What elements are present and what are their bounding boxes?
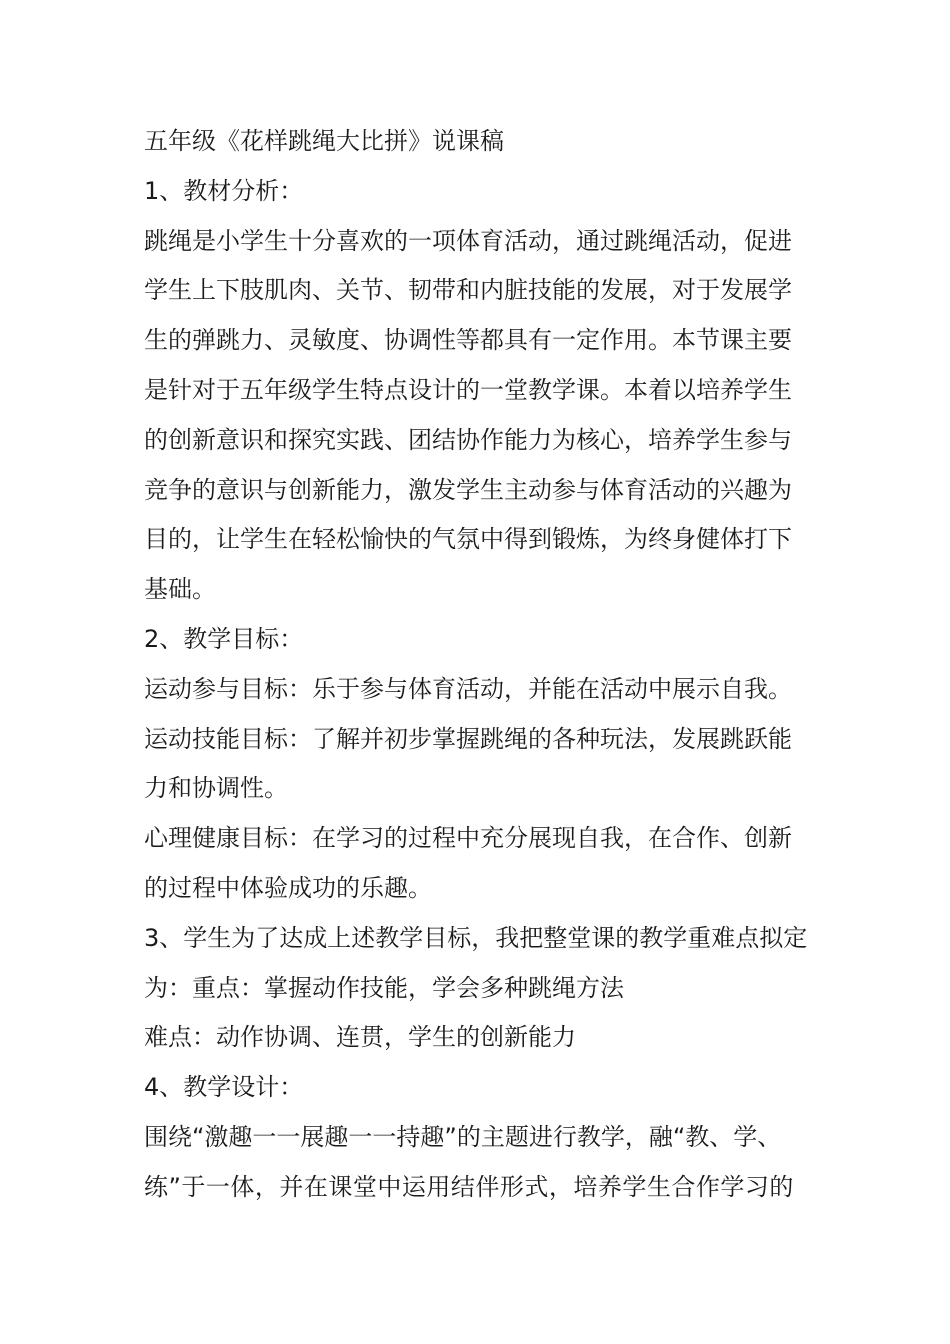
paragraph-line: 竞争的意识与创新能力，激发学生主动参与体育活动的兴趣为	[144, 475, 792, 504]
goal-participation: 运动参与目标：乐于参与体育活动，并能在活动中展示自我。	[144, 674, 792, 703]
paragraph-line: 围绕“激趣一一展趣一一持趣”的主题进行教学，融“教、学、	[144, 1122, 782, 1151]
goal-mental-health: 心理健康目标：在学习的过程中充分展现自我，在合作、创新	[144, 824, 792, 853]
document-body	[144, 117, 809, 1213]
paragraph-line: 目的，让学生在轻松愉快的气氛中得到锻炼，为终身健体打下	[144, 525, 792, 554]
paragraph-line: 生的弹跳力、灵敏度、协调性等都具有一定作用。本节课主要	[144, 326, 792, 355]
goal-mental-health-continued: 的过程中体验成功的乐趣。	[144, 873, 432, 902]
difficult-points-line: 难点：动作协调、连贯，学生的创新能力	[144, 1023, 576, 1052]
key-points-line: 为：重点：掌握动作技能，学会多种跳绳方法	[144, 973, 624, 1002]
paragraph-line: 学生上下肢肌肉、关节、韧带和内脏技能的发展，对于发展学	[144, 276, 792, 305]
paragraph-line: 是针对于五年级学生特点设计的一堂教学课。本着以培养学生	[144, 375, 792, 404]
section-heading-teaching-design: 4、教学设计：	[144, 1073, 304, 1102]
goal-skills: 运动技能目标：了解并初步掌握跳绳的各种玩法，发展跳跃能	[144, 724, 792, 753]
paragraph-line: 的创新意识和探究实践、团结协作能力为核心，培养学生参与	[144, 425, 792, 454]
section-heading-teaching-goals: 2、教学目标：	[144, 624, 304, 653]
document-title: 五年级《花样跳绳大比拼》说课稿	[144, 127, 504, 155]
section-heading-key-points: 3、学生为了达成上述教学目标，我把整堂课的教学重难点拟定	[144, 923, 808, 952]
paragraph-line: 基础。	[144, 575, 216, 604]
section-heading-material-analysis: 1、教材分析：	[144, 176, 304, 205]
paragraph-line: 练”于一体，并在课堂中运用结伴形式，培养学生合作学习的	[144, 1172, 794, 1201]
goal-skills-continued: 力和协调性。	[144, 774, 288, 803]
paragraph-line: 跳绳是小学生十分喜欢的一项体育活动，通过跳绳活动，促进	[144, 226, 792, 255]
